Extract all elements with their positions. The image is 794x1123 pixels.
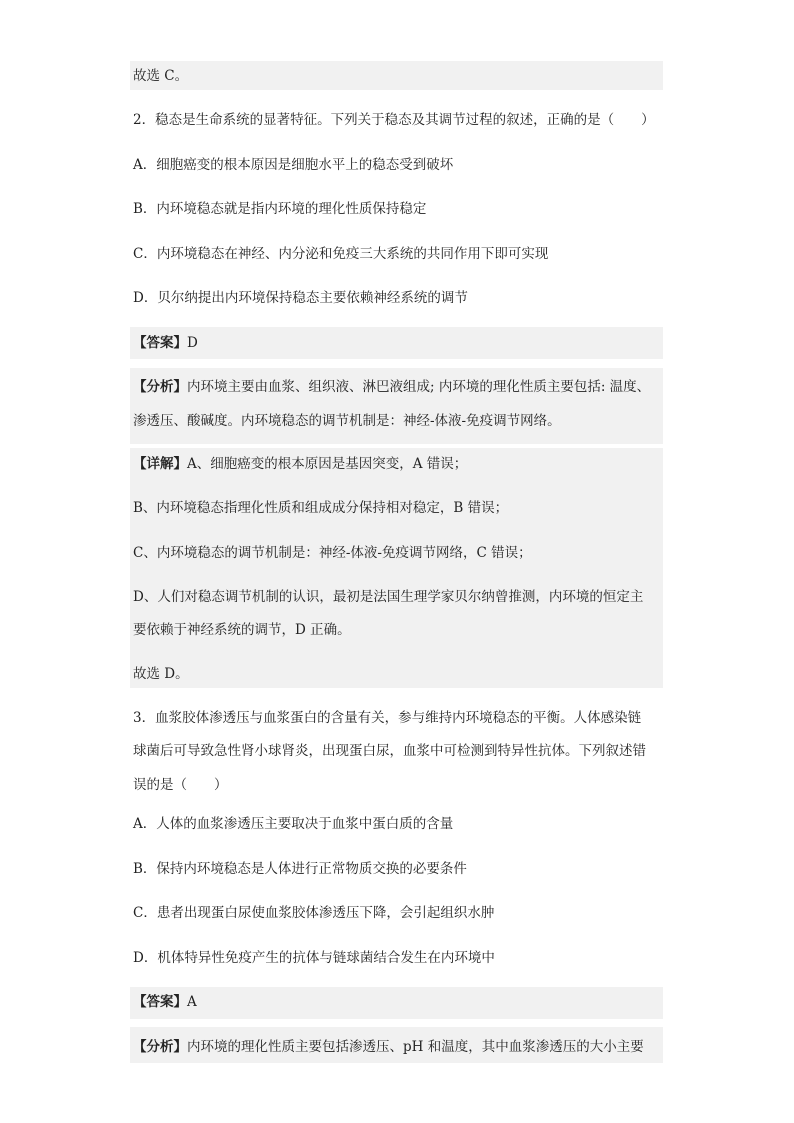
q2-answer — [133, 332, 663, 354]
q2-analysis-line1 — [133, 376, 663, 398]
q3-analysis-label: 【分析】 — [133, 1039, 187, 1055]
q2-detail-label: 【详解】 — [133, 456, 187, 472]
q3-stem-line3: 误的是（ ） — [133, 777, 228, 793]
q2-conclusion: 故选 D。 — [133, 666, 189, 682]
q3-option-a: A．人体的血浆渗透压主要取决于血浆中蛋白质的含量 — [133, 816, 454, 832]
q2-detail-line4a: D、人们对稳态调节机制的认识，最初是法国生理学家贝尔纳曾推测，内环境的恒定主 — [133, 589, 644, 605]
q2-detail-line4b: 要依赖于神经系统的调节，D 正确。 — [133, 622, 351, 638]
q3-answer-label: 【答案】 — [133, 994, 187, 1010]
q2-detail-line2: B、内环境稳态指理化性质和组成成分保持相对稳定，B 错误； — [133, 500, 509, 516]
q3-stem-line2: 球菌后可导致急性肾小球肾炎，出现蛋白尿，血浆中可检测到特异性抗体。下列叙述错 — [133, 743, 646, 759]
q2-detail-text1: A、细胞癌变的根本原因是基因突变，A 错误； — [187, 456, 468, 472]
q2-option-d: D．贝尔纳提出内环境保持稳态主要依赖神经系统的调节 — [133, 290, 468, 306]
q2-answer-label: 【答案】 — [133, 335, 187, 351]
prev-conclusion: 故选 C。 — [133, 68, 189, 84]
q2-option-a: A．细胞癌变的根本原因是细胞水平上的稳态受到破坏 — [133, 157, 454, 173]
q2-detail-line3: C、内环境稳态的调节机制是：神经-体液-免疫调节网络，C 错误； — [133, 545, 532, 561]
q3-analysis-text1: 内环境的理化性质主要包括渗透压、pH 和温度，其中血浆渗透压的大小主要 — [187, 1039, 644, 1055]
q3-answer-value: A — [187, 994, 197, 1010]
q3-analysis-line1 — [133, 1036, 663, 1058]
q2-answer-value: D — [187, 335, 198, 351]
q2-analysis-line2: 渗透压、酸碱度。内环境稳态的调节机制是：神经-体液-免疫调节网络。 — [133, 413, 561, 429]
q3-option-c: C．患者出现蛋白尿使血浆胶体渗透压下降，会引起组织水肿 — [133, 905, 495, 921]
q3-answer — [133, 991, 663, 1013]
q2-analysis-text1: 内环境主要由血浆、组织液、淋巴液组成; 内环境的理化性质主要包括: 温度、 — [187, 379, 651, 395]
q2-option-b: B．内环境稳态就是指内环境的理化性质保持稳定 — [133, 201, 427, 217]
q2-option-c: C．内环境稳态在神经、内分泌和免疫三大系统的共同作用下即可实现 — [133, 246, 549, 262]
q2-analysis-label: 【分析】 — [133, 379, 187, 395]
q2-detail-line1 — [133, 453, 663, 475]
q3-option-d: D．机体特异性免疫产生的抗体与链球菌结合发生在内环境中 — [133, 950, 495, 966]
q3-stem-line1: 3．血浆胶体渗透压与血浆蛋白的含量有关，参与维持内环境稳态的平衡。人体感染链 — [133, 710, 642, 726]
q3-option-b: B．保持内环境稳态是人体进行正常物质交换的必要条件 — [133, 861, 467, 877]
q2-stem: 2．稳态是生命系统的显著特征。下列关于稳态及其调节过程的叙述，正确的是（ ） — [133, 112, 655, 128]
